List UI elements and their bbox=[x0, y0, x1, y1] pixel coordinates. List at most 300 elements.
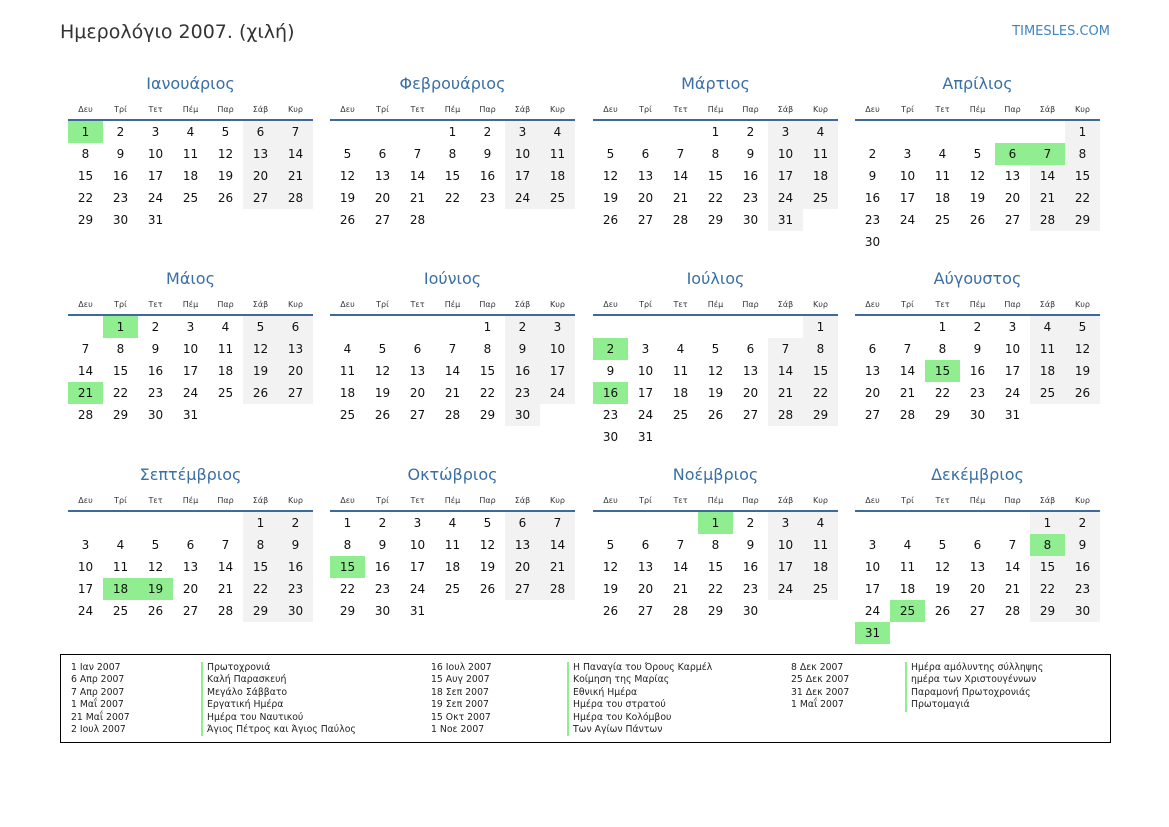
day-cell: 8 bbox=[938, 342, 947, 356]
legend-holiday-name: ημέρα των Χριστουγέννων bbox=[905, 674, 1043, 686]
day-cell: 18 bbox=[540, 165, 575, 187]
legend-date: 31 Δεκ 2007 bbox=[791, 686, 850, 698]
day-cell: 16 bbox=[505, 360, 540, 382]
day-cell: 31 bbox=[637, 430, 654, 444]
month-name: Απρίλιος bbox=[942, 74, 1013, 93]
day-cell: 3 bbox=[186, 320, 195, 334]
month-name: Δεκέμβριος bbox=[931, 465, 1024, 484]
day-cell: 27 bbox=[182, 604, 199, 618]
month-divider bbox=[855, 119, 1100, 121]
legend-date: 1 Νοε 2007 bbox=[431, 723, 485, 735]
day-cell: 10 bbox=[1004, 342, 1021, 356]
day-cell: 27 bbox=[409, 408, 426, 422]
weekday-header: Τετ bbox=[410, 300, 425, 309]
holiday-day-cell: 18 bbox=[103, 578, 138, 600]
weekday-header: Κυρ bbox=[813, 105, 828, 114]
weekday-header: Σάβ bbox=[777, 105, 794, 114]
day-cell: 7 bbox=[903, 342, 912, 356]
day-cell: 23 bbox=[374, 582, 391, 596]
day-cell: 20 bbox=[278, 360, 313, 382]
day-cell: 29 bbox=[803, 404, 838, 426]
day-cell: 13 bbox=[243, 143, 278, 165]
day-cell: 15 bbox=[1030, 556, 1065, 578]
day-cell: 17 bbox=[77, 582, 94, 596]
day-cell: 8 bbox=[711, 147, 720, 161]
weekday-header: Δευ bbox=[603, 105, 618, 114]
day-cell: 24 bbox=[409, 582, 426, 596]
weekday-header: Δευ bbox=[603, 300, 618, 309]
legend-holiday-name: Κοίμηση της Μαρίας bbox=[567, 674, 712, 686]
day-cell: 27 bbox=[969, 604, 986, 618]
weekday-header: Κυρ bbox=[550, 105, 565, 114]
day-cell: 23 bbox=[505, 382, 540, 404]
day-cell: 10 bbox=[768, 143, 803, 165]
day-cell: 15 bbox=[803, 360, 838, 382]
day-cell: 18 bbox=[672, 386, 689, 400]
day-cell: 19 bbox=[339, 191, 356, 205]
day-cell: 21 bbox=[278, 165, 313, 187]
day-cell: 8 bbox=[711, 538, 720, 552]
weekday-header: Δευ bbox=[340, 105, 355, 114]
day-cell: 17 bbox=[637, 386, 654, 400]
day-cell: 21 bbox=[672, 582, 689, 596]
weekday-header: Παρ bbox=[479, 300, 496, 309]
weekday-header: Πέμ bbox=[969, 300, 986, 309]
legend-holiday-name: Ημέρα του στρατού bbox=[567, 699, 712, 711]
weekday-header: Τρί bbox=[639, 496, 652, 505]
day-cell: 26 bbox=[1065, 382, 1100, 404]
day-cell: 7 bbox=[81, 342, 90, 356]
day-cell: 11 bbox=[803, 534, 838, 556]
legend-date: 16 Ιουλ 2007 bbox=[431, 662, 492, 673]
legend-date: 8 Δεκ 2007 bbox=[791, 662, 844, 673]
weekday-header: Πέμ bbox=[444, 496, 461, 505]
day-cell: 10 bbox=[147, 147, 164, 161]
legend-date: 18 Σεπ 2007 bbox=[431, 686, 489, 698]
day-cell: 12 bbox=[1065, 338, 1100, 360]
day-cell: 14 bbox=[444, 364, 461, 378]
holiday-day-cell: 2 bbox=[593, 338, 628, 360]
day-cell: 2 bbox=[278, 512, 313, 534]
legend-holiday-name: Η Παναγία του Όρους Καρμέλ bbox=[567, 662, 712, 674]
day-cell: 7 bbox=[278, 121, 313, 143]
day-cell: 12 bbox=[147, 560, 164, 574]
day-cell: 30 bbox=[278, 600, 313, 622]
legend-dates-column bbox=[71, 662, 130, 736]
day-cell: 7 bbox=[676, 538, 685, 552]
day-cell: 8 bbox=[483, 342, 492, 356]
day-cell: 24 bbox=[864, 604, 881, 618]
day-cell: 1 bbox=[448, 125, 457, 139]
day-cell: 10 bbox=[182, 342, 199, 356]
weekday-header: Παρ bbox=[742, 300, 759, 309]
day-cell: 18 bbox=[217, 364, 234, 378]
month-name: Μάρτιος bbox=[681, 74, 750, 93]
day-cell: 25 bbox=[112, 604, 129, 618]
day-cell: 12 bbox=[969, 169, 986, 183]
day-cell: 24 bbox=[147, 191, 164, 205]
day-cell: 31 bbox=[409, 604, 426, 618]
day-cell: 12 bbox=[707, 364, 724, 378]
day-cell: 19 bbox=[217, 169, 234, 183]
day-cell: 11 bbox=[934, 169, 951, 183]
legend-holiday-name: Καλή Παρασκευή bbox=[201, 674, 356, 686]
weekday-header: Πέμ bbox=[182, 105, 199, 114]
month-name: Σεπτέμβριος bbox=[139, 465, 242, 484]
weekday-header: Τρί bbox=[114, 105, 127, 114]
day-cell: 4 bbox=[903, 538, 912, 552]
day-cell: 13 bbox=[969, 560, 986, 574]
day-cell: 22 bbox=[803, 382, 838, 404]
day-cell: 13 bbox=[278, 338, 313, 360]
month-name: Αύγουστος bbox=[933, 269, 1022, 288]
day-cell: 7 bbox=[221, 538, 230, 552]
day-cell: 16 bbox=[1065, 556, 1100, 578]
day-cell: 30 bbox=[147, 408, 164, 422]
day-cell: 14 bbox=[1004, 560, 1021, 574]
day-cell: 17 bbox=[864, 582, 881, 596]
day-cell: 28 bbox=[672, 604, 689, 618]
day-cell: 5 bbox=[606, 147, 615, 161]
day-cell: 14 bbox=[768, 360, 803, 382]
day-cell: 8 bbox=[1065, 143, 1100, 165]
day-cell: 22 bbox=[243, 578, 278, 600]
legend-date: 7 Απρ 2007 bbox=[71, 686, 125, 698]
day-cell: 19 bbox=[969, 191, 986, 205]
day-cell: 1 bbox=[1065, 121, 1100, 143]
day-cell: 15 bbox=[1065, 165, 1100, 187]
day-cell: 24 bbox=[182, 386, 199, 400]
weekday-header: Δευ bbox=[340, 300, 355, 309]
day-cell: 15 bbox=[77, 169, 94, 183]
day-cell: 19 bbox=[243, 360, 278, 382]
day-cell: 14 bbox=[217, 560, 234, 574]
day-cell: 25 bbox=[540, 187, 575, 209]
brand-link[interactable]: TIMESLES.COM bbox=[1012, 24, 1110, 39]
day-cell: 8 bbox=[243, 534, 278, 556]
day-cell: 12 bbox=[339, 169, 356, 183]
day-cell: 9 bbox=[973, 342, 982, 356]
weekday-header: Κυρ bbox=[550, 300, 565, 309]
day-cell: 9 bbox=[151, 342, 160, 356]
day-cell: 21 bbox=[409, 191, 426, 205]
day-cell: 15 bbox=[707, 169, 724, 183]
day-cell: 25 bbox=[1030, 382, 1065, 404]
day-cell: 4 bbox=[186, 125, 195, 139]
day-cell: 9 bbox=[1065, 534, 1100, 556]
day-cell: 17 bbox=[540, 360, 575, 382]
weekday-header: Τετ bbox=[410, 105, 425, 114]
day-cell: 26 bbox=[969, 213, 986, 227]
legend-holiday-name: Ημέρα αμόλυντης σύλληψης bbox=[905, 662, 1043, 674]
weekday-header: Παρ bbox=[217, 105, 234, 114]
day-cell: 25 bbox=[672, 408, 689, 422]
day-cell: 2 bbox=[746, 125, 755, 139]
day-cell: 26 bbox=[374, 408, 391, 422]
legend-date: 1 Μαΐ 2007 bbox=[71, 699, 124, 711]
day-cell: 21 bbox=[899, 386, 916, 400]
day-cell: 13 bbox=[182, 560, 199, 574]
day-cell: 29 bbox=[77, 213, 94, 227]
day-cell: 19 bbox=[602, 191, 619, 205]
day-cell: 19 bbox=[934, 582, 951, 596]
day-cell: 18 bbox=[182, 169, 199, 183]
day-cell: 3 bbox=[540, 316, 575, 338]
day-cell: 2 bbox=[151, 320, 160, 334]
day-cell: 27 bbox=[278, 382, 313, 404]
day-cell: 2 bbox=[868, 147, 877, 161]
day-cell: 5 bbox=[1065, 316, 1100, 338]
day-cell: 31 bbox=[1004, 408, 1021, 422]
weekday-header: Παρ bbox=[217, 300, 234, 309]
day-cell: 26 bbox=[217, 191, 234, 205]
day-cell: 21 bbox=[1030, 187, 1065, 209]
day-cell: 25 bbox=[934, 213, 951, 227]
weekday-header: Πέμ bbox=[707, 496, 724, 505]
day-cell: 23 bbox=[969, 386, 986, 400]
day-cell: 19 bbox=[602, 582, 619, 596]
legend-holiday-name: Μεγάλο Σάββατο bbox=[201, 687, 356, 699]
day-cell: 6 bbox=[746, 342, 755, 356]
weekday-header: Τετ bbox=[935, 496, 950, 505]
weekday-header: Δευ bbox=[865, 105, 880, 114]
day-cell: 8 bbox=[343, 538, 352, 552]
day-cell: 17 bbox=[768, 165, 803, 187]
weekday-header: Δευ bbox=[78, 105, 93, 114]
day-cell: 27 bbox=[374, 213, 391, 227]
day-cell: 10 bbox=[505, 143, 540, 165]
weekday-header: Πέμ bbox=[182, 496, 199, 505]
day-cell: 19 bbox=[374, 386, 391, 400]
day-cell: 5 bbox=[483, 516, 492, 530]
day-cell: 2 bbox=[116, 125, 125, 139]
day-cell: 25 bbox=[339, 408, 356, 422]
weekday-header: Τετ bbox=[935, 105, 950, 114]
day-cell: 20 bbox=[409, 386, 426, 400]
weekday-header: Πέμ bbox=[444, 105, 461, 114]
day-cell: 16 bbox=[742, 169, 759, 183]
day-cell: 27 bbox=[637, 604, 654, 618]
day-cell: 26 bbox=[602, 604, 619, 618]
day-cell: 18 bbox=[899, 582, 916, 596]
day-cell: 27 bbox=[243, 187, 278, 209]
day-cell: 18 bbox=[339, 386, 356, 400]
day-cell: 10 bbox=[637, 364, 654, 378]
weekday-header: Κυρ bbox=[550, 496, 565, 505]
day-cell: 24 bbox=[77, 604, 94, 618]
day-cell: 25 bbox=[444, 582, 461, 596]
weekday-header: Παρ bbox=[1004, 300, 1021, 309]
legend-dates-column bbox=[431, 662, 492, 736]
legend-date: 1 Μαΐ 2007 bbox=[791, 699, 844, 711]
day-cell: 29 bbox=[1030, 600, 1065, 622]
weekday-header: Δευ bbox=[603, 496, 618, 505]
weekday-header: Τετ bbox=[673, 105, 688, 114]
day-cell: 13 bbox=[505, 534, 540, 556]
day-cell: 8 bbox=[448, 147, 457, 161]
weekday-header: Σάβ bbox=[1039, 496, 1056, 505]
month-name: Νοέμβριος bbox=[672, 465, 759, 484]
day-cell: 12 bbox=[602, 169, 619, 183]
day-cell: 26 bbox=[707, 408, 724, 422]
day-cell: 2 bbox=[483, 125, 492, 139]
day-cell: 11 bbox=[672, 364, 689, 378]
day-cell: 7 bbox=[448, 342, 457, 356]
weekday-header: Δευ bbox=[78, 496, 93, 505]
day-cell: 3 bbox=[413, 516, 422, 530]
day-cell: 29 bbox=[1065, 209, 1100, 231]
weekday-header: Παρ bbox=[1004, 496, 1021, 505]
day-cell: 29 bbox=[243, 600, 278, 622]
legend-date: 21 Μαΐ 2007 bbox=[71, 711, 130, 723]
day-cell: 26 bbox=[243, 382, 278, 404]
day-cell: 16 bbox=[374, 560, 391, 574]
weekday-header: Δευ bbox=[865, 496, 880, 505]
day-cell: 4 bbox=[803, 512, 838, 534]
weekday-header: Παρ bbox=[479, 496, 496, 505]
day-cell: 24 bbox=[768, 187, 803, 209]
day-cell: 28 bbox=[217, 604, 234, 618]
day-cell: 2 bbox=[378, 516, 387, 530]
day-cell: 17 bbox=[1004, 364, 1021, 378]
day-cell: 23 bbox=[1065, 578, 1100, 600]
day-cell: 22 bbox=[934, 386, 951, 400]
legend-holiday-name: Πρωτομαγιά bbox=[905, 699, 1043, 711]
day-cell: 16 bbox=[864, 191, 881, 205]
weekday-header: Τετ bbox=[935, 300, 950, 309]
legend-date: 15 Οκτ 2007 bbox=[431, 711, 491, 723]
day-cell: 24 bbox=[637, 408, 654, 422]
day-cell: 6 bbox=[378, 147, 387, 161]
day-cell: 16 bbox=[112, 169, 129, 183]
day-cell: 19 bbox=[707, 386, 724, 400]
legend-holiday-name: Πρωτοχρονιά bbox=[201, 662, 356, 674]
day-cell: 28 bbox=[278, 187, 313, 209]
day-cell: 24 bbox=[899, 213, 916, 227]
day-cell: 2 bbox=[973, 320, 982, 334]
day-cell: 6 bbox=[641, 538, 650, 552]
day-cell: 9 bbox=[278, 534, 313, 556]
day-cell: 20 bbox=[637, 191, 654, 205]
day-cell: 20 bbox=[742, 386, 759, 400]
day-cell: 3 bbox=[151, 125, 160, 139]
day-cell: 25 bbox=[803, 187, 838, 209]
weekday-header: Τετ bbox=[148, 105, 163, 114]
weekday-header: Τρί bbox=[901, 105, 914, 114]
day-cell: 3 bbox=[903, 147, 912, 161]
day-cell: 28 bbox=[672, 213, 689, 227]
day-cell: 20 bbox=[637, 582, 654, 596]
day-cell: 31 bbox=[147, 213, 164, 227]
day-cell: 9 bbox=[483, 147, 492, 161]
legend-holiday-name: Παραμονή Πρωτοχρονιάς bbox=[905, 687, 1043, 699]
day-cell: 17 bbox=[899, 191, 916, 205]
weekday-header: Σάβ bbox=[514, 300, 531, 309]
day-cell: 27 bbox=[505, 578, 540, 600]
holiday-day-cell: 15 bbox=[925, 360, 960, 382]
day-cell: 5 bbox=[243, 316, 278, 338]
holiday-day-cell: 7 bbox=[1030, 143, 1065, 165]
legend-holiday-name: Εθνική Ημέρα bbox=[567, 687, 712, 699]
day-cell: 1 bbox=[343, 516, 352, 530]
legend-date: 15 Αυγ 2007 bbox=[431, 674, 490, 686]
weekday-header: Τρί bbox=[376, 496, 389, 505]
weekday-header: Δευ bbox=[865, 300, 880, 309]
day-cell: 3 bbox=[505, 121, 540, 143]
day-cell: 17 bbox=[505, 165, 540, 187]
day-cell: 23 bbox=[112, 191, 129, 205]
day-cell: 27 bbox=[1004, 213, 1021, 227]
day-cell: 13 bbox=[864, 364, 881, 378]
day-cell: 7 bbox=[413, 147, 422, 161]
legend-date: 6 Απρ 2007 bbox=[71, 674, 125, 686]
day-cell: 18 bbox=[444, 560, 461, 574]
day-cell: 30 bbox=[742, 604, 759, 618]
day-cell: 23 bbox=[742, 191, 759, 205]
legend-holiday-name: Ημέρα του Κολόμβου bbox=[567, 712, 712, 724]
weekday-header: Τρί bbox=[901, 300, 914, 309]
day-cell: 11 bbox=[1030, 338, 1065, 360]
holiday-day-cell: 16 bbox=[593, 382, 628, 404]
weekday-header: Τετ bbox=[148, 496, 163, 505]
weekday-header: Σάβ bbox=[1039, 300, 1056, 309]
day-cell: 11 bbox=[112, 560, 129, 574]
day-cell: 21 bbox=[768, 382, 803, 404]
weekday-header: Σάβ bbox=[252, 496, 269, 505]
day-cell: 1 bbox=[1030, 512, 1065, 534]
day-cell: 14 bbox=[1030, 165, 1065, 187]
day-cell: 6 bbox=[186, 538, 195, 552]
weekday-header: Κυρ bbox=[813, 300, 828, 309]
day-cell: 12 bbox=[374, 364, 391, 378]
day-cell: 23 bbox=[602, 408, 619, 422]
weekday-header: Πέμ bbox=[969, 105, 986, 114]
weekday-header: Τρί bbox=[114, 496, 127, 505]
day-cell: 20 bbox=[374, 191, 391, 205]
day-cell: 10 bbox=[409, 538, 426, 552]
weekday-header: Πέμ bbox=[969, 496, 986, 505]
day-cell: 4 bbox=[676, 342, 685, 356]
weekday-header: Σάβ bbox=[777, 496, 794, 505]
day-cell: 29 bbox=[707, 604, 724, 618]
legend-holiday-name: Των Αγίων Πάντων bbox=[567, 724, 712, 736]
day-cell: 22 bbox=[444, 191, 461, 205]
holiday-day-cell: 25 bbox=[890, 600, 925, 622]
day-cell: 6 bbox=[505, 512, 540, 534]
weekday-header: Πέμ bbox=[444, 300, 461, 309]
day-cell: 29 bbox=[479, 408, 496, 422]
day-cell: 14 bbox=[409, 169, 426, 183]
holiday-day-cell: 1 bbox=[68, 121, 103, 143]
day-cell: 24 bbox=[540, 382, 575, 404]
day-cell: 29 bbox=[339, 604, 356, 618]
day-cell: 24 bbox=[505, 187, 540, 209]
weekday-header: Σάβ bbox=[514, 496, 531, 505]
day-cell: 28 bbox=[1030, 209, 1065, 231]
day-cell: 11 bbox=[444, 538, 461, 552]
day-cell: 5 bbox=[343, 147, 352, 161]
day-cell: 16 bbox=[742, 560, 759, 574]
month-divider bbox=[593, 314, 838, 316]
weekday-header: Σάβ bbox=[777, 300, 794, 309]
weekday-header: Τρί bbox=[901, 496, 914, 505]
day-cell: 6 bbox=[973, 538, 982, 552]
day-cell: 4 bbox=[938, 147, 947, 161]
holiday-day-cell: 1 bbox=[103, 316, 138, 338]
day-cell: 20 bbox=[1004, 191, 1021, 205]
day-cell: 20 bbox=[864, 386, 881, 400]
day-cell: 11 bbox=[899, 560, 916, 574]
